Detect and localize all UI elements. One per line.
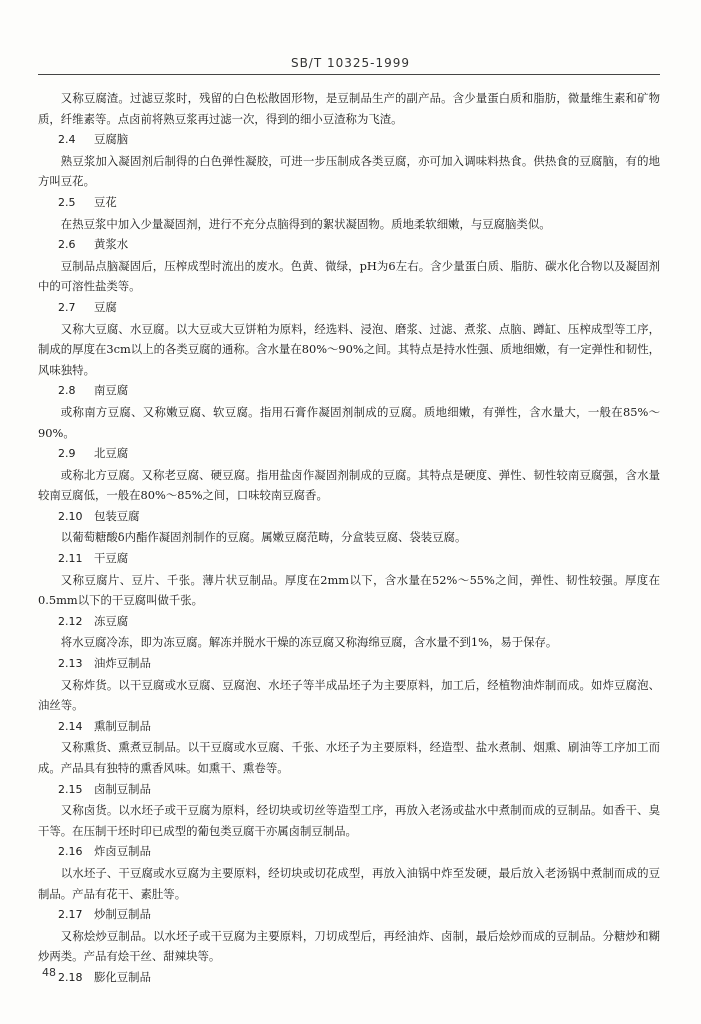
section-number: 2.6 xyxy=(58,238,76,252)
section-number: 2.17 xyxy=(58,908,83,922)
paragraph: 又称豆腐片、豆片、千张。薄片状豆制品。厚度在2mm以下，含水量在52%～55%之间，弹性、韧性较强。厚度在0.5mm以下的干豆腐叫做千张。 xyxy=(38,572,660,608)
section-number: 2.13 xyxy=(58,657,83,671)
section-number: 2.5 xyxy=(58,195,76,209)
section-title: 北豆腐 xyxy=(94,446,129,461)
section-number: 2.12 xyxy=(58,614,83,628)
paragraph: 又称炸货。以干豆腐或水豆腐、豆腐泡、水坯子等半成品坯子为主要原料，加工后，经植物油炸制而成。如炸豆腐泡、油丝等。 xyxy=(38,677,660,713)
section-number: 2.7 xyxy=(58,300,76,314)
section-number: 2.14 xyxy=(58,719,83,733)
section-heading xyxy=(38,548,660,570)
section-heading xyxy=(38,380,660,402)
header-rule xyxy=(38,74,660,75)
paragraph: 又称熏货、熏煮豆制品。以干豆腐或水豆腐、千张、水坯子为主要原料，经造型、盐水煮制、烟熏、刷油等工序加工而成。产品具有独特的熏香风味。如熏干、熏卷等。 xyxy=(38,740,660,775)
section-number: 2.18 xyxy=(58,970,83,984)
paragraph: 或称北方豆腐。又称老豆腐、硬豆腐。指用盐卤作凝固剂制成的豆腐。其特点是硬度、弹性、韧性较南豆腐强，含水量较南豆腐低，一般在80%～85%之间，口味较南豆腐香。 xyxy=(38,467,660,503)
section-title: 黄浆水 xyxy=(94,237,129,252)
section-heading xyxy=(38,967,660,989)
section-heading xyxy=(38,779,660,801)
section-title: 冻豆腐 xyxy=(94,613,129,628)
section-heading xyxy=(38,443,660,465)
section-title: 油炸豆制品 xyxy=(94,656,151,671)
section-number: 2.11 xyxy=(58,552,83,566)
section-number: 2.10 xyxy=(58,509,83,523)
section-heading xyxy=(38,234,660,256)
paragraph: 又称大豆腐、水豆腐。以大豆或大豆饼粕为原料，经选料、浸泡、磨浆、过滤、煮浆、点脑、蹲缸、压榨成型等工序，制成的厚度在3cm以上的各类豆腐的通称。含水量在80%～90%之间。其特点是持水性强、质地细嫩，有一定弹性和韧性，风味独特。 xyxy=(38,321,660,377)
paragraph: 又称卤货。以水坯子或干豆腐为原料，经切块或切丝等造型工序，再放入老汤或盐水中煮制而成的豆制品。如香干、臭干等。在压制干坯时印已成型的葡包类豆腐干亦属卤制豆制品。 xyxy=(38,803,660,838)
page-number: 48 xyxy=(42,966,56,979)
section-number: 2.16 xyxy=(58,845,83,859)
document-header: SB/T 10325-1999 xyxy=(290,56,411,70)
section-heading xyxy=(38,129,660,151)
section-heading xyxy=(38,904,660,926)
section-heading xyxy=(38,611,660,633)
paragraph: 或称南方豆腐、又称嫩豆腐、软豆腐。指用石膏作凝固剂制成的豆腐。质地细嫩，有弹性，含水量大，一般在85%～90%。 xyxy=(38,404,660,440)
paragraph: 又称豆腐渣。过滤豆浆时，残留的白色松散固形物，是豆制品生产的副产品。含少量蛋白质和脂肪，微量维生素和矿物质，纤维素等。点卤前将熟豆浆再过滤一次，得到的细小豆渣称为飞渣。 xyxy=(38,91,660,126)
section-title: 豆腐脑 xyxy=(94,132,129,147)
section-heading xyxy=(38,192,660,214)
paragraph: 在热豆浆中加入少量凝固剂，进行不充分点脑得到的絮状凝固物。质地柔软细嫩，与豆腐脑类似。 xyxy=(60,216,551,231)
section-number: 2.8 xyxy=(58,384,76,398)
section-heading xyxy=(38,653,660,675)
section-heading xyxy=(38,506,660,528)
section-title: 炒制豆制品 xyxy=(94,907,151,922)
section-title: 包装豆腐 xyxy=(94,508,140,523)
section-title: 南豆腐 xyxy=(94,383,129,398)
section-number: 2.9 xyxy=(58,447,76,461)
paragraph: 熟豆浆加入凝固剂后制得的白色弹性凝胶，可进一步压制成各类豆腐，亦可加入调味料热食。供热食的豆腐脑，有的地方叫豆花。 xyxy=(38,153,660,189)
paragraph: 豆制品点脑凝固后，压榨成型时流出的废水。色黄、微绿，pH为6左右。含少量蛋白质、脂肪、碳水化合物以及凝固剂中的可溶性盐类等。 xyxy=(38,258,660,294)
section-title: 卤制豆制品 xyxy=(94,781,151,796)
section-heading xyxy=(38,716,660,738)
section-title: 膨化豆制品 xyxy=(94,969,151,984)
section-number: 2.15 xyxy=(58,782,83,796)
paragraph: 以葡萄糖酸δ内酯作凝固剂制作的豆腐。属嫩豆腐范畴，分盒装豆腐、袋装豆腐。 xyxy=(60,530,467,545)
section-heading xyxy=(38,841,660,863)
section-number: 2.4 xyxy=(58,133,76,147)
section-title: 豆花 xyxy=(94,194,117,209)
section-title: 炸卤豆制品 xyxy=(94,844,151,859)
section-title: 干豆腐 xyxy=(94,551,129,566)
section-title: 熏制豆制品 xyxy=(94,718,151,733)
section-heading xyxy=(38,297,660,319)
section-title: 豆腐 xyxy=(94,299,117,314)
paragraph: 以水坯子、干豆腐或水豆腐为主要原料，经切块或切花成型，再放入油锅中炸至发硬，最后放入老汤锅中煮制而成的豆制品。产品有花干、素肚等。 xyxy=(38,865,660,901)
paragraph: 将水豆腐冷冻，即为冻豆腐。解冻并脱水干燥的冻豆腐又称海绵豆腐，含水量不到1%，易于保存。 xyxy=(60,635,558,650)
document-body xyxy=(38,88,660,989)
paragraph: 又称烩炒豆制品。以水坯子或干豆腐为主要原料，刀切成型后，再经油炸、卤制，最后烩炒而成的豆制品。分糖炒和糊炒两类。产品有烩干丝、甜辣块等。 xyxy=(38,928,660,964)
